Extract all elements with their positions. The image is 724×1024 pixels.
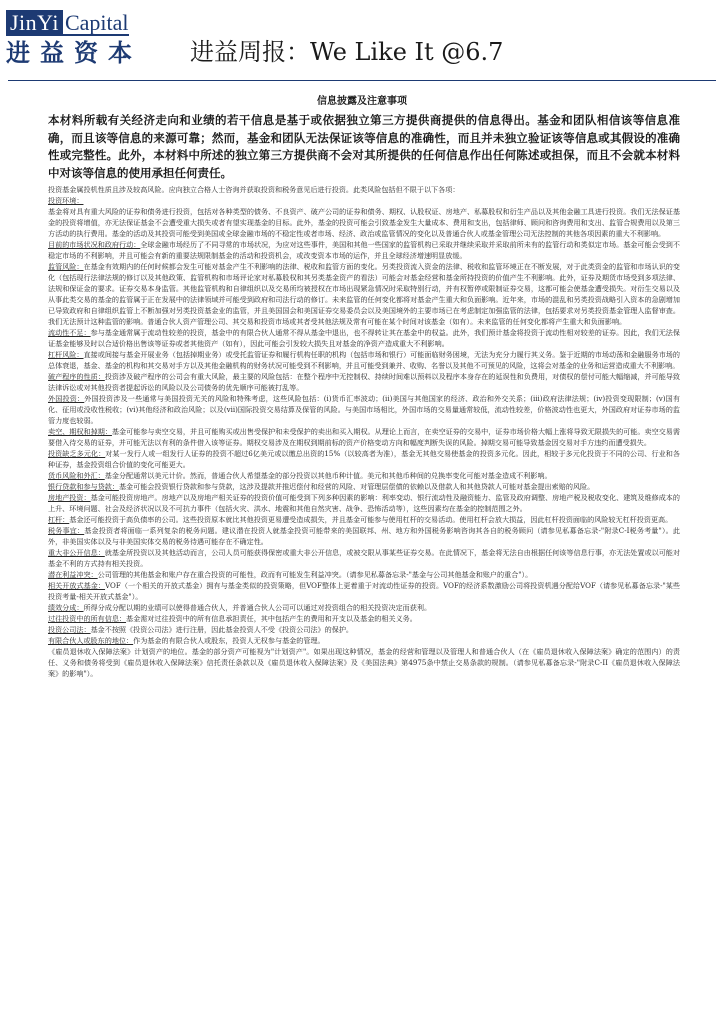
paragraph-heading: 卖空、期权和掉期： bbox=[48, 427, 112, 436]
paragraph-text: 参与基金通常属于流动性较差的投资，基金中的有限合伙人通常不得从基金中退出，也不得转让其在基金中的权益。此外，我们预计基金将投资于流动性相对较差的证券。因此，我们无法保证基金能够及时以合适价格出售该等证券或者其他资产（如有），因此可能会引发较大损失且对基金的净资产造成重大不利影响。 bbox=[48, 328, 680, 348]
disclosure-paragraph bbox=[48, 327, 680, 349]
disclosure-paragraph bbox=[48, 371, 680, 393]
disclosure-paragraph bbox=[48, 569, 680, 580]
paragraph-text: 基金可能投资房地产。房地产以及房地产相关证券的投资价值可能受到下列多种因素的影响：利率变动、银行流动性及融资能力、监管及政府调整、房地产税及税收变化、建筑及维修成本的上升、环境问题、社会及经济状况以及不可抗力事件（包括火灾、洪水、地震和其他自然灾害、战争、恐怖活动等），这些因素均在基金的控制范围之外。 bbox=[48, 493, 680, 513]
paragraph-heading: 货币风险和外汇： bbox=[48, 471, 105, 480]
paragraph-heading: 过往投资中的所有信息： bbox=[48, 614, 127, 623]
paragraph-text: 基金可能参与卖空交易，并且可能购买或出售受保护和未受保护的卖出和买入期权。从理论上而言，在卖空证券的交易中，证券市场价格大幅上涨将导致无限损失的可能。卖空交易需要借入待交易的证券，并可能无法以有利的条件借入该等证券。期权交易涉及在期权到期前标的资产价格变动方向和幅度判断失误的风险。掉期交易可能导致基金因交易对手方违约而遭受损失。 bbox=[48, 427, 681, 447]
disclosure-paragraph bbox=[48, 426, 680, 448]
disclosure-paragraph bbox=[48, 239, 680, 261]
disclosure-paragraph bbox=[48, 624, 680, 635]
logo-chinese-name: 进益资本 bbox=[6, 38, 142, 67]
disclosure-paragraph bbox=[48, 580, 680, 602]
paragraph-text: VOF（一个相关的开放式基金）拥有与基金类似的投资策略，但VOF整体上更着重于对流动性证券的投资。VOF的经济系数激励公司将投资机遇分配给VOF（请参见私募备忘录-"某些投资考量-相关开放式基金"）。 bbox=[48, 581, 680, 601]
disclosure-paragraph bbox=[48, 448, 680, 470]
disclosure-paragraph bbox=[48, 184, 680, 195]
paragraph-text: 外国投资涉及一些通常与美国投资无关的风险和特殊考虑，这些风险包括：(i)货币汇率波动；(ii)美国与其他国家的经济、政治和外交关系；(iii)政府法律法规；(iv)投资变现限制；(v)国有化、征用或没收性税收；(vi)其他经济和政治风险；以及(vii)国际投资交易结算及保管的风险。与美国市场相比，外国市场的交易量通常较低，流动性较差，价格波动性也更大，外国政府对证券市场的监管力度也较弱。 bbox=[48, 394, 680, 425]
disclosure-paragraph bbox=[48, 514, 680, 525]
paragraph-text: 在基金有效期内的任何时候都会发生可能对基金产生不利影响的法律、税收和监管方面的变化。另类投资流入资金的法律、税收和监管环境正在不断发展，对于此类资金的监管和市场认识的变化（包括现行法律法规的修订以及其他政策、监管机构和市场评论家对私募股权和其另类基金资产的看法）可能会对基金经营和基金所持投资的价值产生不利影响。此外，证券及期货市场受到多项法律、法规和保证金的要求。证券交易本身监管。其他监管机构和自律组织以及交易所均被授权在市场出现紧急情况时采取特别行动，并有权暂停或限制证券交易，这都可能会使基金遭受损失。对衍生交易以及从事此类交易的基金的监管属于正在发展中的法律领域并可能受到政府和司法行动的修订。未来监管的任何变化都将对基金产生重大和负面影响。近年来，市场的混乱和另类投资战略引入资本的急剧增加已导致政府和自律组织监管上不断加强对另类投资基金业的监管，并且美国国会和美国证券交易委员会以及美国境外的主要市场已在考虑制定加强监管的法律，包括要求对另类投资基金管理人监督审查。我们无法预计这种监管的影响。普通合伙人资产管理公司、其交易和投资市场或其者受其他法规及常有可能在某个时间对该基金（如有）。未来监管的任何变化都将产生重大和负面影响。 bbox=[48, 262, 681, 326]
paragraph-text: 所得分成分配以期的业绩可以使得普通合伙人，并普通合伙人公司可以通过对投资组合的相关投资决定而获利。 bbox=[83, 603, 432, 612]
disclosure-paragraph bbox=[48, 646, 680, 679]
paragraph-heading: 杠杆： bbox=[48, 515, 70, 524]
paragraph-text: 基金分配通常以美元计价。然而，普通合伙人希望基金的部分投资以其他币种计值。美元和其他币种间的兑换率变化可能对基金造成不利影响。 bbox=[104, 471, 552, 480]
paragraph-heading: 投资公司法： bbox=[48, 625, 91, 634]
paragraph-heading: 监管风险： bbox=[48, 262, 84, 271]
paragraph-text: 基金不按照《投资公司法》进行注册，因此基金投资人不受《投资公司法》的保护。 bbox=[90, 625, 354, 634]
paragraph-heading: 房地产投资： bbox=[48, 493, 91, 502]
paragraph-heading: 杠杆风险： bbox=[48, 350, 84, 359]
disclosure-paragraph bbox=[48, 492, 680, 514]
paragraph-heading: 相关开放式基金： bbox=[48, 581, 106, 590]
paragraph-heading: 潜在利益冲突： bbox=[48, 570, 98, 579]
logo-wordmark bbox=[6, 10, 156, 36]
paragraph-text: 全球金融市场经历了不同寻常的市场状况，为应对这些事件，美国和其他一些国家的监管机构已采取并继续采取并采取前所未有的监管行动和类似定市场。基金可能会受到不稳定市场的不利影响，并且可能会有新的重要法规限制基金的活动和投资机会，或改变资本市场的运作，并且全球经济增速明显放缓。 bbox=[48, 240, 681, 260]
disclosure-paragraph bbox=[48, 470, 680, 481]
paragraph-heading: 银行贷款和参与贷款： bbox=[48, 482, 119, 491]
disclosure-paragraph bbox=[48, 261, 680, 327]
paragraph-text: 就基金所投资以及其他活动而言，公司人员可能获得保密或重大非公开信息，或被交限从事某些证券交易。在此情况下，基金将无法自由根据任何该等信息行事，亦无法处置或以可能对基金不利的方式持有相关投资。 bbox=[48, 548, 680, 568]
report-title: 进益周报：We Like It @6.7 bbox=[190, 38, 504, 66]
paragraph-text: 基金可能会投资银行贷款和参与贷款，这涉及提款并推迟偿付和经营的风险、对管理层偿债的依赖以及借款人和其他贷款人可能对基金提出索赔的风险。 bbox=[118, 482, 595, 491]
paragraph-text: 直接或间接与基金开展业务（包括掉期业务）或受托监管证券和履行机构任职的机构（包括市场和银行）可能面临财务困境，无法为充分力履行其义务。鉴于近期的市场动荡和金融服务市场的总体衰退，基金、基金的机构和其交易对手方以及其他金融机构的财务状况可能受到不利影响，并且可能受到兼并、收购、名誉以及其他不可预见的风险，这将会对基金的业务和运营造成重大不利影响。 bbox=[48, 350, 681, 370]
paragraph-heading: 重大非公开信息： bbox=[48, 548, 105, 557]
header-divider bbox=[8, 80, 716, 81]
section-title: 信息披露及注意事项 bbox=[317, 96, 407, 107]
disclosure-paragraph bbox=[48, 613, 680, 624]
paragraph-heading: 外国投资： bbox=[48, 394, 85, 403]
paragraph-heading: 投资缺乏多元化： bbox=[48, 449, 106, 458]
paragraph-text: 基金需对过往投资中的所有信息承担责任，其中包括产生的费用和开支以及基金的相关义务。 bbox=[126, 614, 417, 623]
disclosure-paragraph bbox=[48, 481, 680, 492]
paragraph-heading: 破产程序的性质： bbox=[48, 372, 105, 381]
paragraph-heading: 目前的市场状况和政府行动： bbox=[48, 240, 141, 249]
paragraph-heading: 税务事宜： bbox=[48, 526, 85, 535]
paragraph-text: 公司管理的其他基金和账户存在重合投资的可能性，政而有可能发生利益冲突。（请参见私募备忘录-"基金与公司其他基金和账户的重合"）。 bbox=[97, 570, 533, 579]
disclosure-paragraph bbox=[48, 525, 680, 547]
logo-brand-name: JinYi bbox=[6, 10, 63, 36]
paragraph-text: 对某一发行人或一组发行人证券的投资不超过6亿美元或以缴总出资的15%（以较高者为准），基金无其他交易使基金的投资多元化。因此，相较于多元化投资于不同的公司、行业和各种证券，基金投资组合价值的变化可能更大。 bbox=[48, 449, 680, 469]
disclosure-body bbox=[48, 184, 680, 679]
paragraph-heading: 绩效分成： bbox=[48, 603, 84, 612]
disclosure-paragraph bbox=[48, 206, 680, 239]
paragraph-text: 基金还可能投资于高负债率的公司。这些投资原本就比其他投资更易遭受造成损失，并且基金可能参与使用杠杆的交易活动。使用杠杆会放大损益，因此杠杆投资面临的风险较无杠杆投资更高。 bbox=[69, 515, 673, 524]
disclosure-paragraph bbox=[48, 393, 680, 426]
lead-paragraph: 本材料所载有关经济走向和业绩的若干信息是基于或依据独立第三方提供商提供的信息得出。基金和团队相信该等信息准确，而且该等信息的来源可靠；然而，基金和团队无法保证该等信息的准确性，而且并未独立验证该等信息或其假设的准确性或完整性。此外，本材料中所述的独立第三方提供商不会对其所提供的任何信息作出任何陈述或担保，而且不会就本材料中对该等信息的使用承担任何责任。 bbox=[48, 113, 680, 180]
paragraph-text: 基金投资者将面临一系列复杂的税务问题。建议潜在投资人就基金投资可能带来的美国联邦、州、地方和外国税务影响咨询其各自的税务顾问（请参见私募备忘录-"附录C-I税务考量"）。此外，非美国实体以及与非美国实体交易的税务待遇可能存在不确定性。 bbox=[48, 526, 680, 546]
paragraph-text: 基金将对具有重大风险的证券和债务进行投资，包括对各种类型的债务、不良资产、破产公司的证券和债务、期权、认股权证、房地产、私募股权和衍生产品以及其他金融工具进行投资。我们无法保证基金的投资将增值，亦无法保证基金不会遭受重大损失或者有望实现基金的目标。此外，基金的投资可能会引致基金发生大量成本、费用和支出，包括律师、顾问和咨询费用和支出、监管合规费用以及第三方活动的执行费用。基金的活动及其投资可能受到美国或全球金融市场的不稳定性或者市场、经济、政治或监管情况的变化以及普通合伙人或基金管理公司无法控制的其他各项因素的重大不利影响。 bbox=[48, 207, 680, 238]
disclosure-paragraph bbox=[48, 635, 680, 646]
paragraph-text: 《雇员退休收入保障法案》计划资产的地位。基金的部分资产可能视为"计划资产"。如果出现这种情况，基金的经营和管理以及管理人和普通合伙人（在《雇员退休收入保障法案》确定的范围内）的责任、义务和债务将受到《雇员退休收入保障法案》信托责任条款以及《雇员退休收入保障法案》及《美国法典》第4975条中禁止交易条款的规制。（请参见私募备忘录-"附录C-II《雇员退休收入保障法案》的影响"）。 bbox=[48, 647, 680, 678]
paragraph-text: 投资基金属投机性质且涉及较高风险。应向独立合格人士咨询并获取投资和税务意见后进行投资。此类风险包括但不限于以下各项： bbox=[48, 185, 460, 194]
disclosure-paragraph bbox=[48, 349, 680, 371]
disclosure-paragraph bbox=[48, 195, 680, 206]
paragraph-heading: 投资环境： bbox=[48, 196, 84, 205]
paragraph-heading: 流动性不足： bbox=[48, 328, 91, 337]
company-logo bbox=[6, 10, 156, 66]
paragraph-heading: 有限合伙人或股东的地位： bbox=[48, 636, 134, 645]
paragraph-text: 投资涉及破产程序的公司会有重大风险，最主要的风险包括：在整个程序中无控制权、持续时间难以预料以及程序本身存在的延误性和负费用，对债权的偿付可能大幅缩减，并可能导致法律诉讼或对其他投资者提起诉讼的风险以及公司债务的优先顺序可能被打乱等。 bbox=[48, 372, 680, 392]
logo-capital-text: Capital bbox=[64, 10, 129, 35]
disclosure-paragraph bbox=[48, 547, 680, 569]
paragraph-text: 作为基金的有限合伙人或股东，投资人无权参与基金的管理。 bbox=[133, 636, 325, 645]
disclosure-paragraph bbox=[48, 602, 680, 613]
page-header bbox=[0, 0, 724, 80]
